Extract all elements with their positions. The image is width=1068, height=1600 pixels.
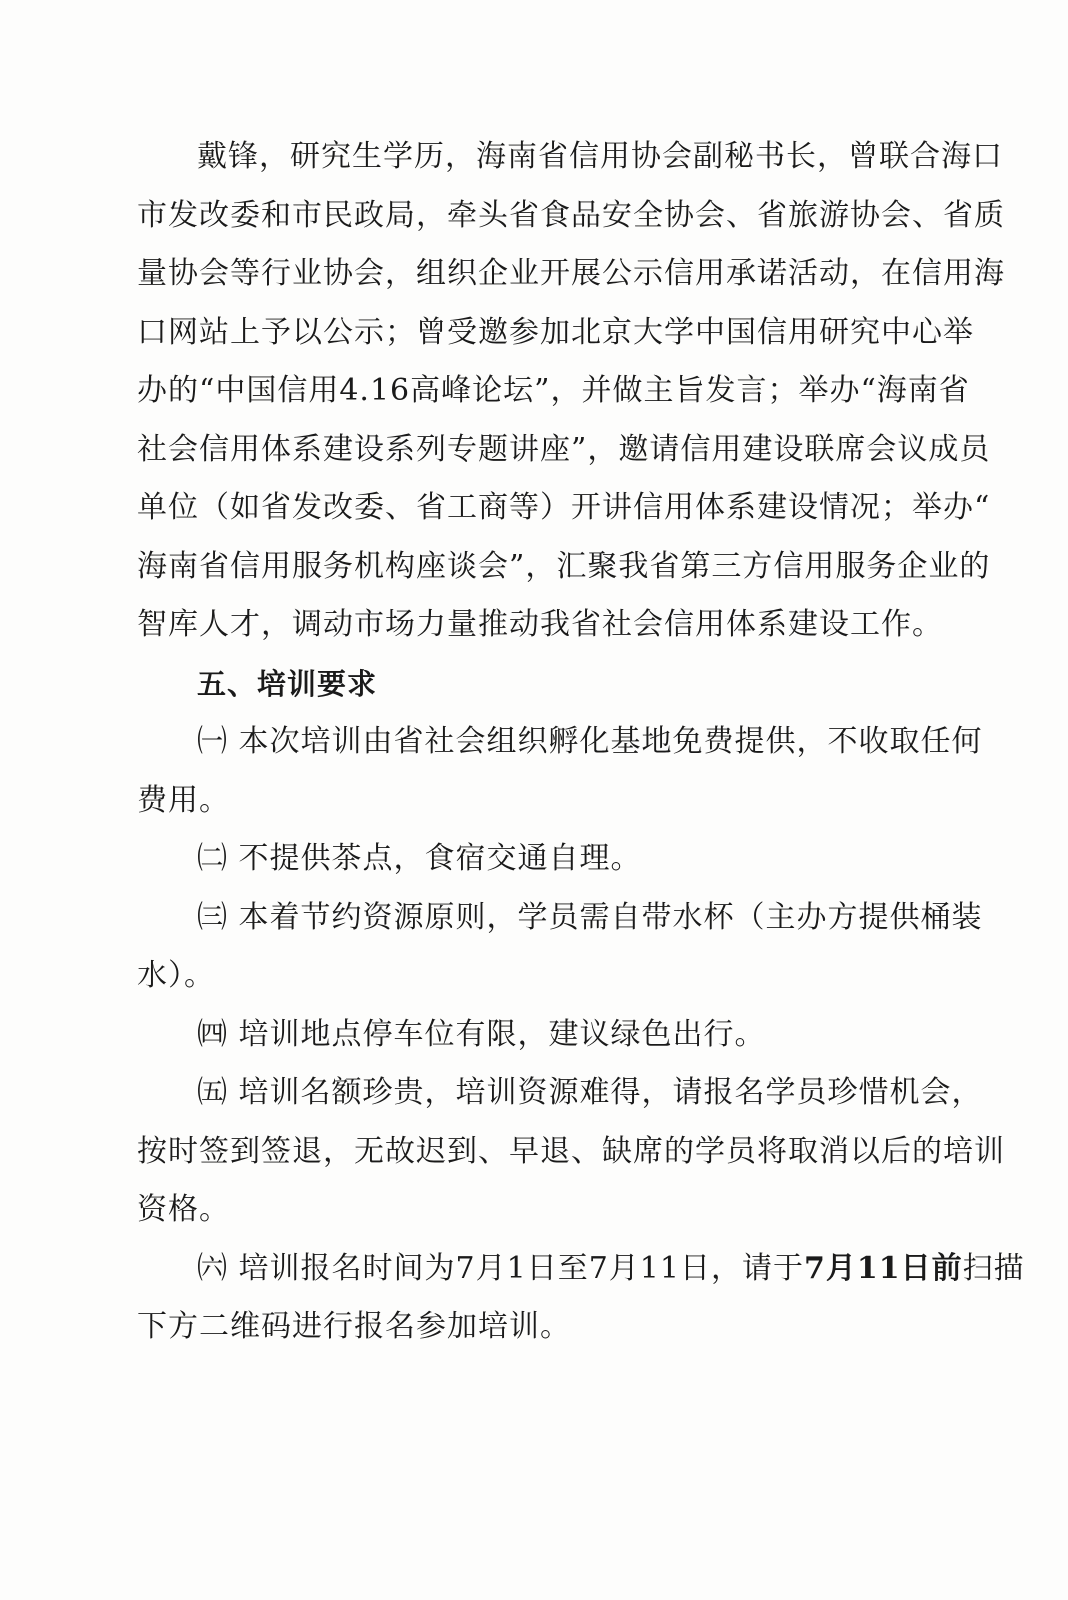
- paragraph-line: 社会信用体系建设系列专题讲座”，邀请信用建设联席会议成员: [137, 431, 991, 467]
- requirement-item-1: ㈠ 本次培训由省社会组织孵化基地免费提供，不收取任何: [197, 724, 983, 759]
- requirement-item-5: ㈤ 培训名额珍贵，培训资源难得，请报名学员珍惜机会，: [197, 1075, 983, 1110]
- paragraph-line: 量协会等行业协会，组织企业开展公示信用承诺活动，在信用海: [137, 256, 1005, 291]
- deadline-emphasis: 7月11日前: [803, 1250, 963, 1286]
- paragraph-line: 戴锋，研究生学历，海南省信用协会副秘书长，曾联合海口: [197, 139, 1003, 174]
- requirement-item-2: ㈡ 不提供茶点，食宿交通自理。: [197, 841, 642, 876]
- paragraph-line: 智库人才，调动市场力量推动我省社会信用体系建设工作。: [137, 607, 943, 642]
- section-heading: 五、培训要求: [197, 666, 378, 701]
- scan-text: 扫描: [962, 1250, 1025, 1286]
- requirement-item-4: ㈣ 培训地点停车位有限，建议绿色出行。: [197, 1016, 766, 1052]
- paragraph-line: 水）。: [137, 958, 215, 993]
- paragraph-line: 口网站上予以公示；曾受邀参加北京大学中国信用研究中心举: [137, 314, 974, 350]
- paragraph-line: 下方二维码进行报名参加培训。: [137, 1309, 571, 1344]
- paragraph-line: 市发改委和市民政局，牵头省食品安全协会、省旅游协会、省质: [137, 197, 1005, 233]
- paragraph-line: 办的“中国信用4.16高峰论坛”，并做主旨发言；举办“海南省: [137, 373, 970, 408]
- paragraph-line: 按时签到签退，无故迟到、早退、缺席的学员将取消以后的培训: [137, 1133, 1005, 1169]
- document-body: [137, 128, 1025, 1357]
- paragraph-line: 海南省信用服务机构座谈会”，汇聚我省第三方信用服务企业的: [137, 548, 991, 584]
- requirement-item-6: [137, 1240, 1025, 1299]
- registration-period-text: ㈥ 培训报名时间为7月1日至7月11日，请于: [197, 1250, 804, 1286]
- paragraph-line: 费用。: [137, 782, 230, 818]
- requirement-item-3: ㈢ 本着节约资源原则，学员需自带水杯（主办方提供桶装: [197, 899, 983, 935]
- paragraph-line: 资格。: [137, 1192, 230, 1227]
- paragraph-line: 单位（如省发改委、省工商等）开讲信用体系建设情况；举办“: [137, 490, 991, 525]
